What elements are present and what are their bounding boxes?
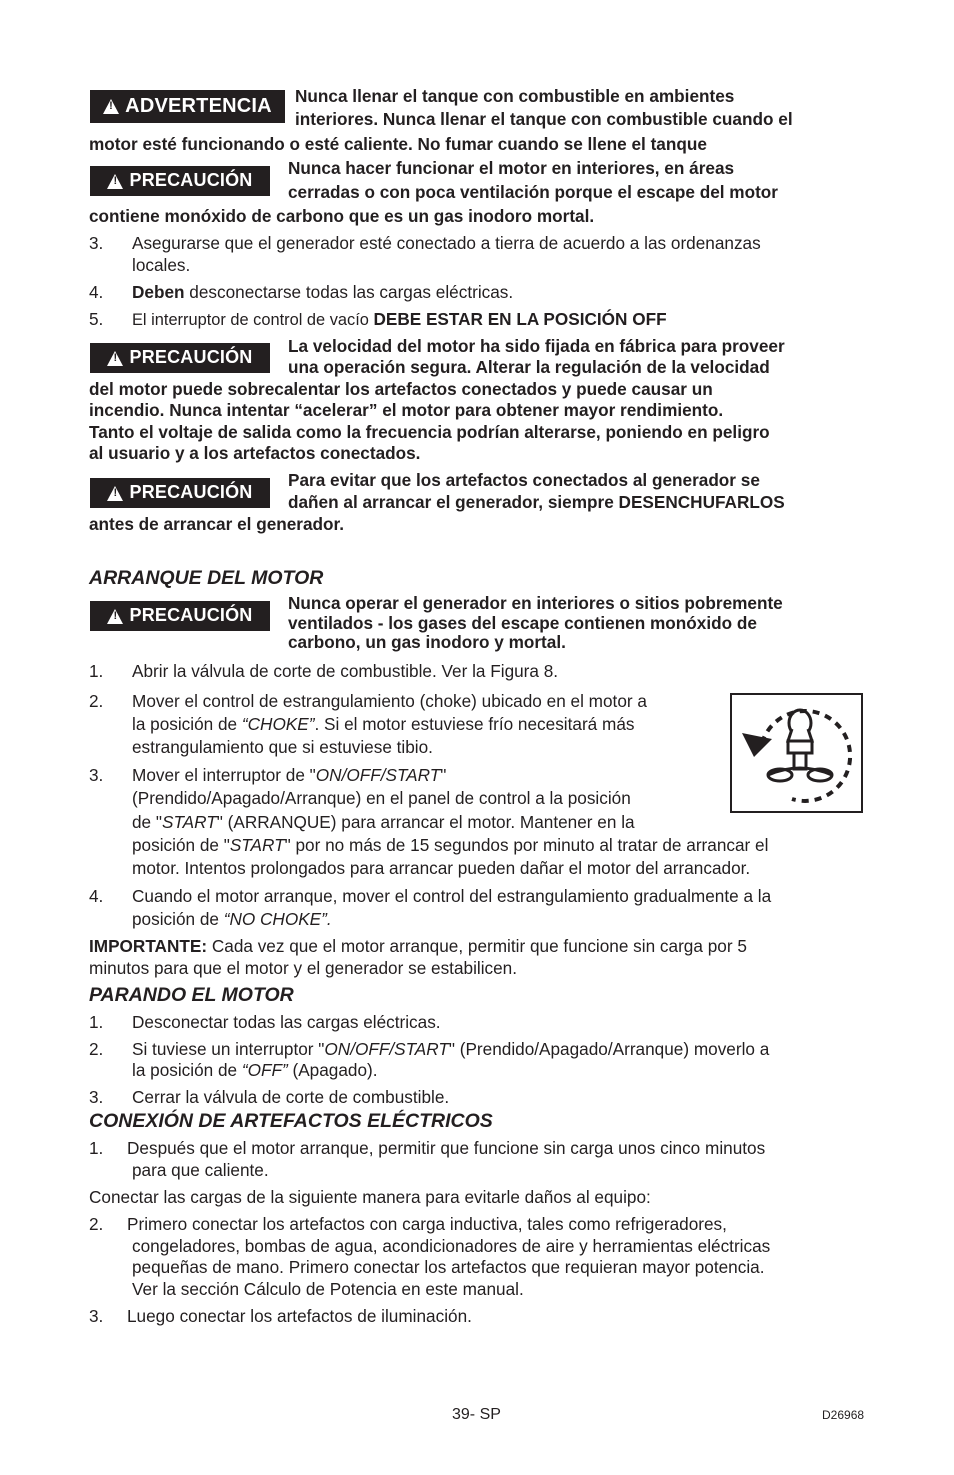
arranque-step3-line2: (Prendido/Apagado/Arranque) en el panel de control a la posición [132,788,631,808]
precaucion-label: PRECAUCIÓN [129,170,253,191]
onoffstart-italic: ON/OFF/START [315,765,441,785]
parando-step2-line2 [132,1060,378,1082]
precaucion-badge-2 [90,343,270,373]
step4-rest: desconectarse todas las cargas eléctricas. [184,282,514,302]
document-code: D26968 [822,1408,865,1422]
step5-bold: DEBE ESTAR EN LA POSICIÓN OFF [373,309,667,329]
page-number: 39- SP [452,1406,501,1423]
section-title-parando: PARANDO EL MOTOR [89,984,294,1006]
step-number: 4. [89,886,104,906]
warning-triangle-icon [107,486,123,501]
step5-plain: El interruptor de control de vacío [132,311,374,329]
onoffstart-italic: ON/OFF/START [324,1039,449,1059]
c4-line1: Nunca operar el generador en interiores o sitios pobremente [288,593,783,613]
choke-figure [730,693,863,813]
c4-line3: carbono, un gas inodoro y mortal. [288,632,566,652]
arranque-step4-line1: Cuando el motor arranque, mover el control del estrangulamiento gradualmente a la [132,886,772,906]
conexion-step2-line2: congeladores, bombas de agua, acondicionadores de aire y herramientas eléctricas [132,1236,771,1256]
parando-step3: Cerrar la válvula de corte de combustible. [132,1087,450,1107]
arranque-step1: Abrir la válvula de corte de combustible. Ver la Figura 8. [132,661,559,681]
conexion-step2-line1: Primero conectar los artefactos con carga inductiva, tales como refrigeradores, [127,1214,727,1234]
advertencia-badge [90,90,285,123]
c3-line1: Para evitar que los artefactos conectados al generador se [288,470,760,490]
step5-line [132,309,667,332]
warning-triangle-icon [103,99,119,114]
choke-lever-icon [732,695,861,811]
c2-line4: incendio. Nunca intentar “acelerar” el motor para obtener mayor rendimiento. [89,400,724,420]
section-title-conexion: CONEXIÓN DE ARTEFACTOS ELÉCTRICOS [89,1110,493,1132]
warning-triangle-icon [107,351,123,366]
importante-line2: minutos para que el motor y el generador se estabilicen. [89,958,518,978]
step-number: 4. [89,282,104,302]
c3-line2: dañen al arrancar el generador, siempre DESENCHUFARLOS [288,492,785,512]
warning-triangle-icon [107,174,123,189]
c2-line2: una operación segura. Alterar la regulación de la velocidad [288,357,770,377]
start-italic: START [229,835,285,855]
conexion-step2-line4: Ver la sección Cálculo de Potencia en este manual. [132,1279,524,1299]
precaucion-label: PRECAUCIÓN [129,347,253,368]
c2-line5: Tanto el voltaje de salida como la frecuencia podrían alterarse, poniendo en peligro [89,422,770,442]
step-number: 2. [89,1214,104,1234]
w1-line2: interiores. Nunca llenar el tanque con combustible cuando el [295,109,793,129]
c2-line1: La velocidad del motor ha sido fijada en fábrica para proveer [288,336,785,356]
off-italic: “OFF” [241,1060,288,1080]
warning-triangle-icon [107,609,123,624]
text-segment: (Apagado). [287,1060,378,1080]
precaucion-badge-4 [90,601,270,631]
choke-italic: “CHOKE” [241,714,315,734]
arranque-step3-line4 [132,835,768,857]
arranque-step2-line3: estrangulamiento que si estuviese tibio. [132,737,433,757]
step-number: 2. [89,691,104,711]
arranque-step3-line1 [132,765,446,787]
c1-line3: contiene monóxido de carbono que es un gas inodoro mortal. [89,206,595,226]
c1-line1: Nunca hacer funcionar el motor en interiores, en áreas [288,158,735,178]
step-number: 3. [89,233,104,253]
text-segment: " (Prendido/Apagado/Arranque) moverlo a [448,1039,770,1059]
step-number: 3. [89,1087,104,1107]
step-number: 2. [89,1039,104,1059]
text-segment: . Si el motor estuviese frío necesitará más [314,714,635,734]
conexion-step1-line2: para que caliente. [132,1160,269,1180]
importante-line1 [89,936,747,958]
advertencia-label: ADVERTENCIA [125,94,272,117]
parando-step2-line1 [132,1039,769,1061]
text-segment: Si tuviese un interruptor " [132,1039,325,1059]
step-number: 1. [89,1138,104,1158]
step3-line2: locales. [132,255,191,275]
c3-line3: antes de arrancar el generador. [89,514,345,534]
text-segment: Cada vez que el motor arranque, permitir que funcione sin carga por 5 [207,936,747,956]
parando-step1: Desconectar todas las cargas eléctricas. [132,1012,441,1032]
arranque-step3-line5: motor. Intentos prolongados para arrancar pueden dañar el motor del arrancador. [132,858,751,878]
text-segment: " (ARRANQUE) para arrancar el motor. Mantener en la [216,812,635,832]
text-segment: " por no más de 15 segundos por minuto al tratar de arrancar el [284,835,769,855]
conexion-step2-line3: pequeñas de mano. Primero conectar los artefactos que requieran mayor potencia. [132,1257,765,1277]
text-segment: la posición de [132,1060,242,1080]
text-segment: posición de [132,909,224,929]
conexion-step1-line1: Después que el motor arranque, permitir que funcione sin carga unos cinco minutos [127,1138,766,1158]
c2-line3: del motor puede sobrecalentar los artefactos conectados y puede causar un [89,379,713,399]
step-number: 3. [89,765,104,785]
step-number: 1. [89,1012,104,1032]
c2-line6: al usuario y a los artefactos conectados. [89,443,421,463]
precaucion-label: PRECAUCIÓN [129,605,253,626]
importante-label: IMPORTANTE: [89,936,208,956]
text-segment: de " [132,812,162,832]
text-segment: posición de " [132,835,230,855]
no-choke-italic: “NO CHOKE”. [223,909,332,929]
arranque-step3-line3 [132,812,635,834]
c1-line2: cerradas o con poca ventilación porque el escape del motor [288,182,778,202]
step-number: 1. [89,661,104,681]
arranque-step2-line2 [132,714,634,736]
w1-line1: Nunca llenar el tanque con combustible en ambientes [295,86,735,106]
step3-line1: Asegurarse que el generador esté conectado a tierra de acuerdo a las ordenanzas [132,233,761,253]
step-number: 5. [89,309,104,329]
step-number: 3. [89,1306,104,1326]
text-segment: la posición de [132,714,242,734]
precaucion-label: PRECAUCIÓN [129,482,253,503]
arranque-step2-line1: Mover el control de estrangulamiento (choke) ubicado en el motor a [132,691,647,711]
conexion-intro: Conectar las cargas de la siguiente manera para evitarle daños al equipo: [89,1187,651,1207]
text-segment: " [440,765,447,785]
w1-line3: motor esté funcionando o esté caliente. No fumar cuando se llene el tanque [89,134,707,154]
c4-line2: ventilados - los gases del escape contienen monóxido de [288,613,757,633]
text-segment: Mover el interruptor de " [132,765,316,785]
arranque-step4-line2 [132,909,332,931]
conexion-step3: Luego conectar los artefactos de iluminación. [127,1306,472,1326]
start-italic: START [162,812,217,832]
section-title-arranque: ARRANQUE DEL MOTOR [89,567,324,589]
step4-line [132,282,513,304]
step4-bold: Deben [132,282,185,302]
precaucion-badge-1 [90,166,270,196]
precaucion-badge-3 [90,478,270,508]
